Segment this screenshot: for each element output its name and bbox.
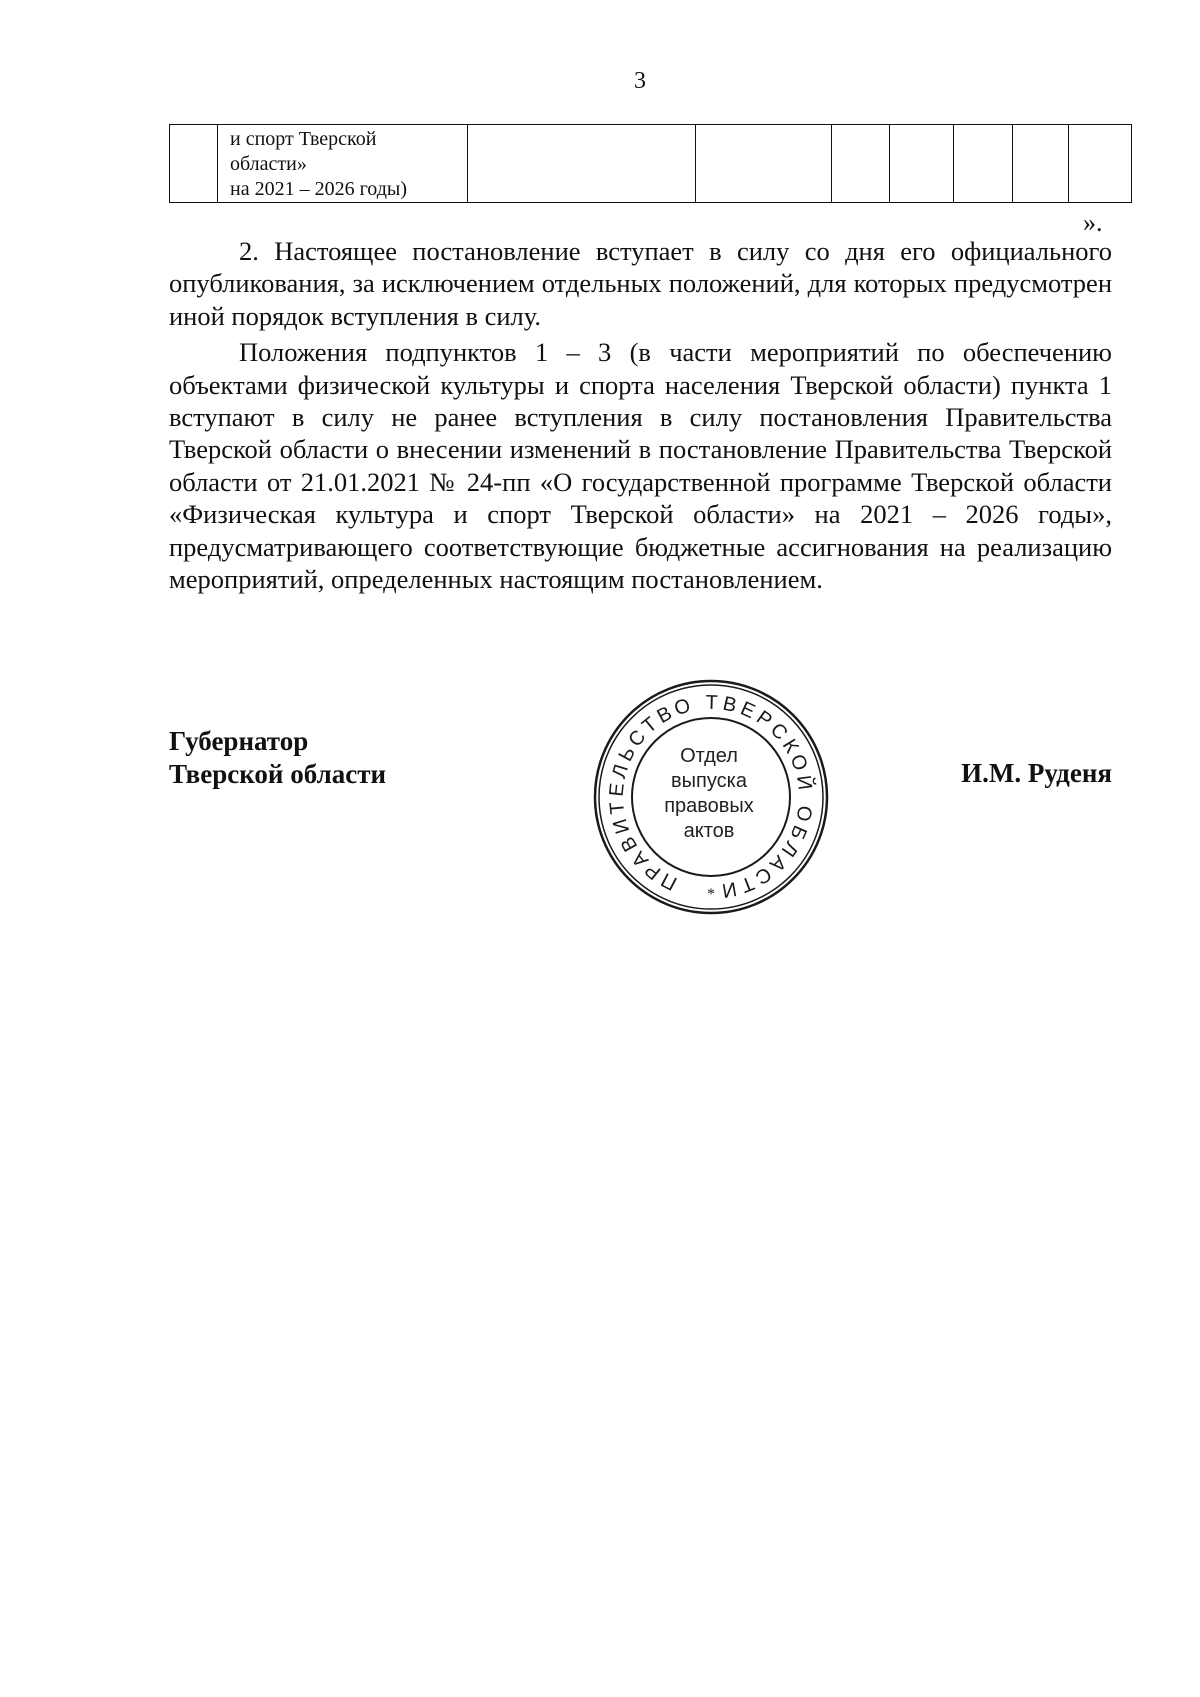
table-line: и спорт Тверской — [230, 128, 377, 150]
stamp-center-line: актов — [683, 820, 735, 842]
table-cell — [1069, 125, 1132, 203]
signatory-name: И.М. Руденя — [961, 758, 1112, 788]
stamp-ring-text: ПРАВИТЕЛЬСТВО ТВЕРСКОЙ ОБЛАСТИ — [605, 691, 817, 903]
table-line: области» — [230, 153, 307, 175]
table-cell — [696, 125, 832, 203]
stamp-center-line: Отдел — [680, 745, 738, 767]
signatory-position-line: Губернатор — [169, 726, 309, 756]
table-line: на 2021 – 2026 годы) — [230, 178, 407, 200]
signatory-position-line: Тверской области — [169, 759, 387, 789]
table-cell — [832, 125, 890, 203]
table-cell — [1013, 125, 1069, 203]
stamp-center-text — [641, 744, 777, 844]
table-cell-number — [170, 125, 218, 203]
stamp-center-line: правовых — [664, 795, 754, 817]
table-cell — [468, 125, 696, 203]
table-fragment — [169, 124, 1132, 203]
signatory-position — [169, 725, 386, 791]
closing-quote: ». — [1083, 208, 1103, 237]
paragraph-effective-date: 2. Настоящее постановление вступает в силу со дня его официального опубликования, за исключением отдельных положений, для которых предусмотрен иной порядок вступления в силу. — [169, 236, 1112, 331]
table-cell — [890, 125, 954, 203]
paragraph-provisions: Положения подпунктов 1 – 3 (в части мероприятий по обеспечению объектами физической культуры и спорта населения Тверской области) пункта 1 вступают в силу не ранее вступления в силу постановления Правительства Тверской области о внесении изменений в постановление Правительства Тверской области от 21.01.2021 № 24-пп «О государственной программе Тверской области «Физическая культура и спорт Тверской области» на 2021 – 2026 годы», предусматривающего соответствующие бюджетные ассигнования на реализацию мероприятий, определенных настоящим постановлением. — [169, 337, 1112, 595]
table-cell — [954, 125, 1013, 203]
table-cell-program-name — [218, 125, 468, 203]
body-text — [169, 235, 1112, 599]
page-number: 3 — [634, 68, 646, 94]
stamp-star-icon: * — [707, 886, 715, 903]
stamp-center-line: выпуска — [671, 770, 747, 792]
